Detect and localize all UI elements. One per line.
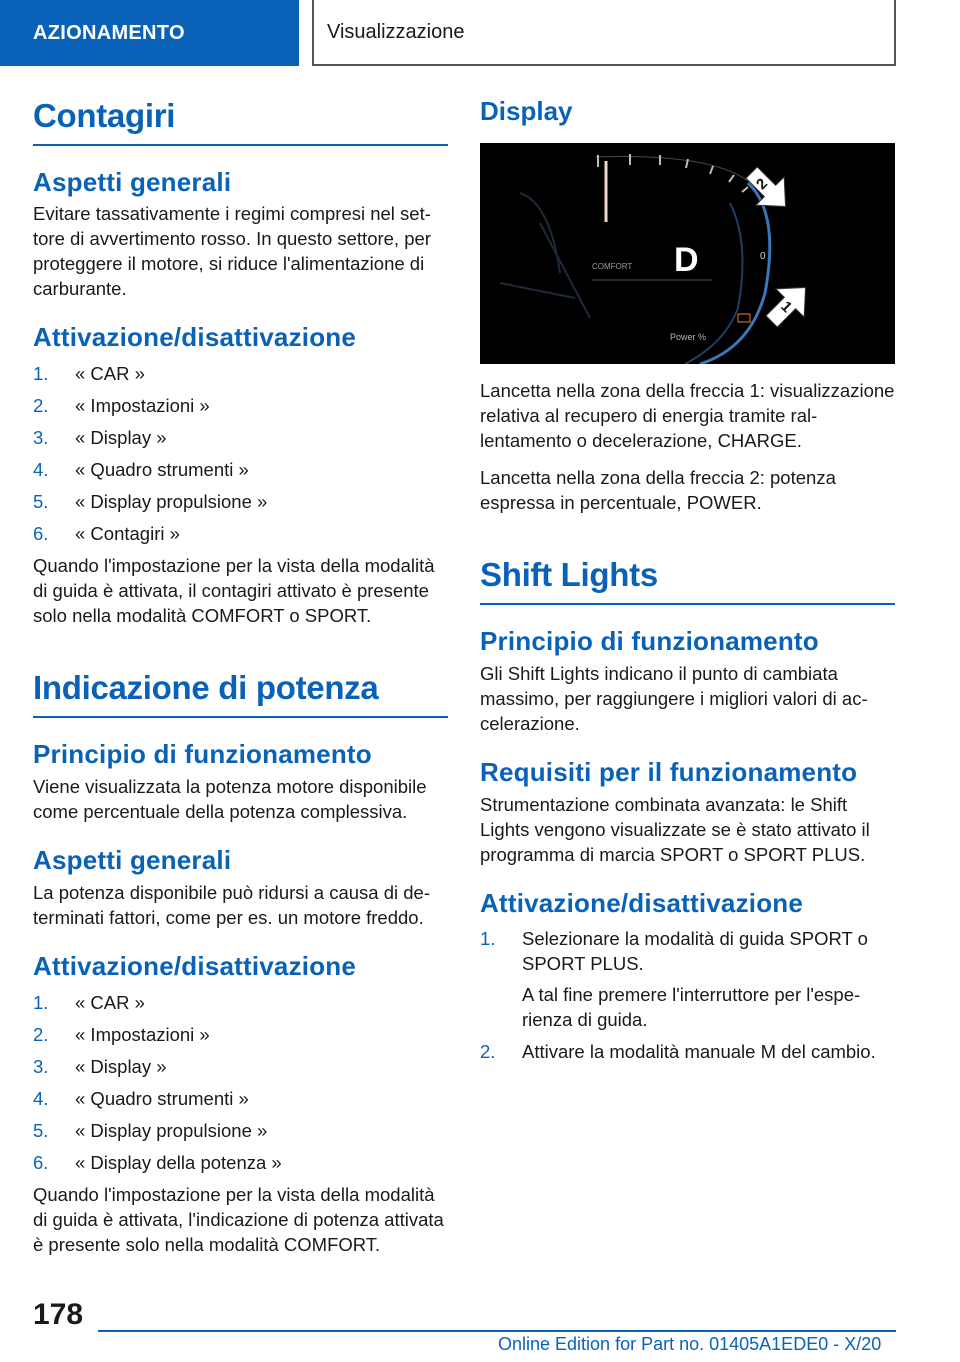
- list-number: 4.: [33, 459, 49, 481]
- list-text: « Impostazioni »: [75, 395, 210, 417]
- paragraph: Viene visualizzata la potenza motore disponibile come percentuale della potenza complessiva.: [33, 775, 427, 822]
- steps-list-shift-lights: [480, 926, 895, 1064]
- heading-requisiti: Requisiti per il funzionamento: [480, 756, 858, 787]
- right-column: [480, 96, 895, 1071]
- list-number: 2.: [33, 395, 49, 417]
- list-number: 2.: [480, 1041, 496, 1063]
- section-tab: AZIONAMENTO: [0, 0, 299, 66]
- list-text: « CAR »: [75, 991, 145, 1013]
- list-text: « Quadro strumenti »: [75, 1087, 249, 1109]
- instrument-cluster-image: [480, 143, 895, 364]
- heading-display: Display: [480, 96, 573, 126]
- list-text: « Contagiri »: [75, 523, 180, 545]
- list-item: [33, 990, 448, 1015]
- heading-attivazione-3: Attivazione/disattivazione: [480, 887, 804, 918]
- section-title-shift-lights: Shift Lights: [480, 555, 895, 605]
- page-number: 178: [33, 1298, 84, 1331]
- power-label: Power %: [670, 332, 707, 343]
- list-item: [480, 1039, 895, 1064]
- list-text: « Display propulsione »: [75, 491, 268, 513]
- list-item: [33, 521, 448, 546]
- list-number: 5.: [33, 491, 49, 513]
- list-number: 1.: [33, 991, 49, 1013]
- heading-aspetti-generali: Aspetti generali: [33, 166, 232, 197]
- mode-label: COMFORT: [592, 262, 633, 272]
- list-subtext: A tal fine premere l'interruttore per l'esperienza di guida.: [522, 984, 861, 1031]
- list-item: [33, 1150, 448, 1175]
- list-text: Attivare la modalità manuale M del cambio.: [522, 1041, 876, 1063]
- list-number: 5.: [33, 1119, 49, 1141]
- list-text: « CAR »: [75, 363, 145, 385]
- section-title-contagiri: Contagiri: [33, 96, 448, 146]
- paragraph: Lancetta nella zona della freccia 1: visualizzazione relativa al recupero di energia tramite rallentamento o decelerazione, CHARGE.: [480, 380, 895, 452]
- heading-principio: Principio di funzionamento: [33, 738, 372, 769]
- list-item: [33, 1118, 448, 1143]
- breadcrumb: Visualizzazione: [312, 0, 896, 66]
- list-item: [33, 1086, 448, 1111]
- arrow-1-label: 1: [777, 298, 796, 317]
- list-item: [33, 425, 448, 450]
- paragraph: Quando l'impostazione per la vista della modalità di guida è attivata, l'indicazione di potenza attivata è presente solo nella modalità COMFORT.: [33, 1183, 444, 1255]
- list-number: 3.: [33, 1055, 49, 1077]
- arrow-2-label: 2: [753, 175, 771, 194]
- list-number: 6.: [33, 1151, 49, 1173]
- footer-divider: [98, 1330, 896, 1332]
- list-number: 3.: [33, 427, 49, 449]
- paragraph: La potenza disponibile può ridursi a causa di determinati fattori, come per es. un motore freddo.: [33, 881, 430, 928]
- edition-note: Online Edition for Part no. 01405A1EDE0 - X/20: [498, 1334, 882, 1354]
- heading-aspetti-generali-2: Aspetti generali: [33, 844, 232, 875]
- list-text: « Display »: [75, 427, 167, 449]
- list-number: 4.: [33, 1087, 49, 1109]
- list-text: « Impostazioni »: [75, 1023, 210, 1045]
- list-item: [33, 1054, 448, 1079]
- list-item: [33, 1022, 448, 1047]
- heading-attivazione-2: Attivazione/disattivazione: [33, 950, 357, 981]
- paragraph: Quando l'impostazione per la vista della modalità di guida è attivata, il contagiri attivato è presente solo nella modalità COMFORT o SPORT.: [33, 555, 435, 627]
- list-number: 6.: [33, 523, 49, 545]
- list-item: [480, 926, 895, 1032]
- paragraph: Gli Shift Lights indicano il punto di cambiata massimo, per raggiungere i migliori valori di accelerazione.: [480, 662, 868, 734]
- list-item: [33, 361, 448, 386]
- list-number: 1.: [33, 363, 49, 385]
- steps-list-contagiri: [33, 361, 448, 546]
- list-number: 1.: [480, 928, 496, 950]
- list-text: « Quadro strumenti »: [75, 459, 249, 481]
- list-text: « Display »: [75, 1055, 167, 1077]
- list-item: [33, 393, 448, 418]
- left-column: [33, 96, 448, 1269]
- paragraph: Evitare tassativamente i regimi compresi nel settore di avvertimento rosso. In questo settore, per proteggere il motore, si riduce l'alimentazione di carburante.: [33, 203, 431, 300]
- steps-list-potenza: [33, 990, 448, 1175]
- list-text: « Display propulsione »: [75, 1119, 268, 1141]
- section-title-indicazione-potenza: Indicazione di potenza: [33, 668, 448, 718]
- list-number: 2.: [33, 1023, 49, 1045]
- gear-indicator: D: [674, 241, 699, 280]
- paragraph: Strumentazione combinata avanzata: le Shift Lights vengono visualizzate se è stato attivato il programma di marcia SPORT o SPORT PLUS.: [480, 793, 870, 865]
- paragraph: Lancetta nella zona della freccia 2: potenza espressa in percentuale, POWER.: [480, 467, 836, 514]
- list-text: Selezionare la modalità di guida SPORT o SPORT PLUS.: [522, 928, 868, 975]
- list-text: « Display della potenza »: [75, 1151, 282, 1173]
- heading-principio-2: Principio di funzionamento: [480, 625, 819, 656]
- scale-zero: 0: [760, 251, 766, 263]
- list-item: [33, 457, 448, 482]
- list-item: [33, 489, 448, 514]
- heading-attivazione: Attivazione/disattivazione: [33, 322, 357, 353]
